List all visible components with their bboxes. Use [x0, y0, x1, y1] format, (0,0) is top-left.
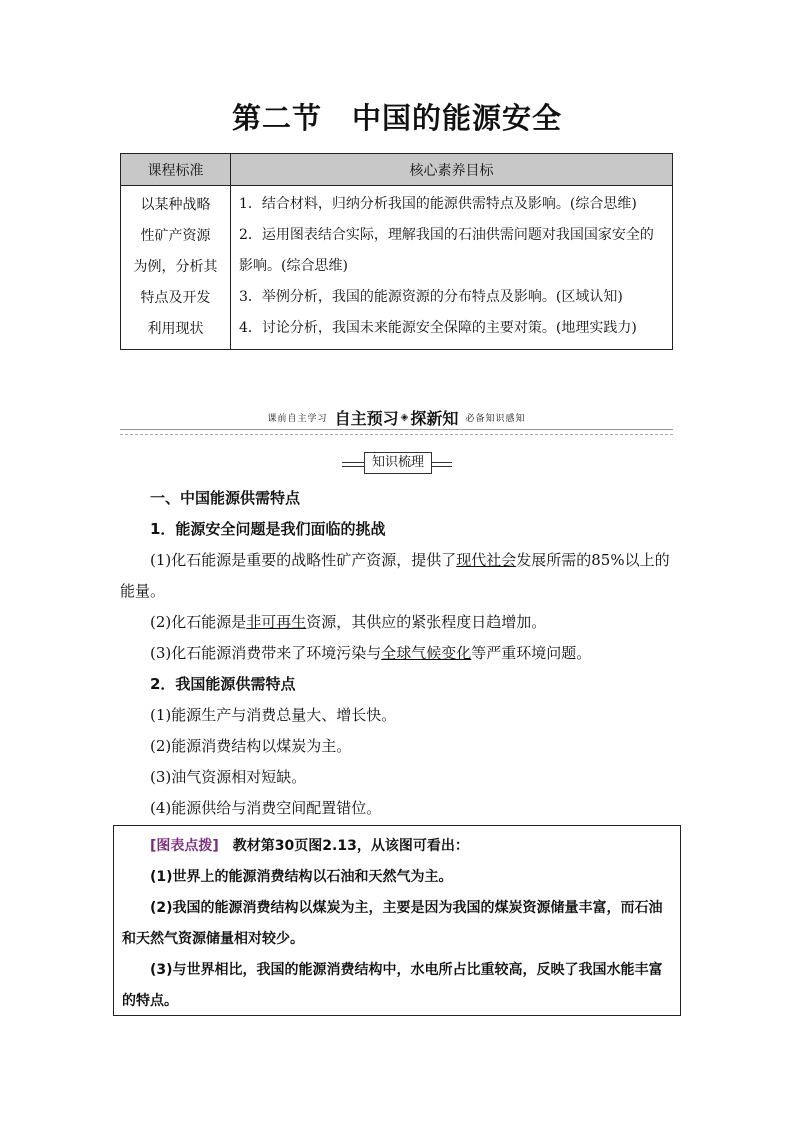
- standard-line: 以某种战略: [140, 197, 211, 213]
- text: (3)化石能源消费带来了环境污染与: [150, 644, 382, 662]
- standard-line: 利用现状: [147, 321, 204, 337]
- tag-label: 知识梳理: [364, 452, 432, 474]
- table-header-row: [121, 154, 673, 186]
- list-item: (1)能源生产与消费总量大、增长快。: [150, 706, 397, 724]
- underlined-term: 全球气候变化: [381, 644, 472, 662]
- subsection-heading: 1．能源安全问题是我们面临的挑战: [150, 520, 386, 538]
- banner-arrow-icon: ◈: [400, 412, 409, 423]
- banner-right-caption: 必备知识感知: [465, 414, 526, 424]
- curriculum-table: [120, 153, 673, 350]
- standard-line: 性矿产资源: [140, 228, 211, 244]
- section-heading: 一、中国能源供需特点: [150, 489, 301, 507]
- goal-item: 4．讨论分析，我国未来能源安全保障的主要对策。(地理实践力): [239, 320, 637, 336]
- list-item: (2)能源消费结构以煤炭为主。: [150, 737, 352, 755]
- banner-divider: [120, 429, 673, 435]
- banner-title-explore: 探新知: [410, 409, 459, 428]
- text: 资源，其供应的紧张程度日趋增加。: [306, 613, 547, 631]
- list-item: (3)油气资源相对短缺。: [150, 768, 307, 786]
- main-content: [120, 483, 680, 824]
- tip-line: (1)世界上的能源消费结构以石油和天然气为主。: [150, 869, 453, 885]
- text: 发展所需的85%以上的能量。: [120, 551, 670, 600]
- knowledge-tag: [342, 452, 452, 474]
- tip-line: (3)与世界相比，我国的能源消费结构中，水电所占比重较高，反映了我国水能丰富的特点。: [122, 962, 663, 1009]
- header-curriculum-standard: 课程标准: [121, 154, 231, 186]
- tip-intro-text: 教材第30页图2.13，从该图可看出：: [218, 838, 469, 854]
- goal-item: 3．举例分析，我国的能源资源的分布特点及影响。(区域认知): [239, 289, 623, 305]
- list-item: (4)能源供给与消费空间配置错位。: [150, 799, 382, 817]
- page-title: 第二节 中国的能源安全: [231, 101, 562, 135]
- curriculum-standard-cell: [121, 186, 231, 350]
- paragraph: [120, 638, 680, 669]
- header-core-literacy: 核心素养目标: [231, 154, 673, 186]
- underlined-term: 非可再生: [246, 613, 307, 631]
- text: 等严重环境问题。: [471, 644, 592, 662]
- standard-line: 为例，分析其: [133, 259, 218, 275]
- underlined-term: 现代社会: [456, 551, 517, 569]
- core-literacy-goals-cell: [231, 186, 673, 350]
- banner-left-caption: 课前自主学习: [267, 414, 328, 424]
- standard-line: 特点及开发: [140, 290, 211, 306]
- goal-item: 2．运用图表结合实际，理解我国的石油供需问题对我国国家安全的影响。(综合思维): [239, 227, 654, 274]
- section-banner: [120, 406, 673, 434]
- text: (2)化石能源是: [150, 613, 247, 631]
- banner-title-preview: 自主预习: [334, 409, 399, 428]
- paragraph: [120, 545, 680, 607]
- text: (1)化石能源是重要的战略性矿产资源，提供了: [150, 551, 457, 569]
- subsection-heading: 2．我国能源供需特点: [150, 675, 296, 693]
- paragraph: [120, 607, 680, 638]
- goal-item: 1．结合材料，归纳分析我国的能源供需特点及影响。(综合思维): [239, 196, 637, 212]
- tip-intro: [122, 831, 674, 862]
- tip-label: [图表点拨]: [150, 838, 219, 854]
- chart-tip-box: [113, 825, 681, 1016]
- table-row: [121, 186, 673, 350]
- tip-line: (2)我国的能源消费结构以煤炭为主，主要是因为我国的煤炭资源储量丰富，而石油和天然气资源储量相对较少。: [122, 900, 663, 947]
